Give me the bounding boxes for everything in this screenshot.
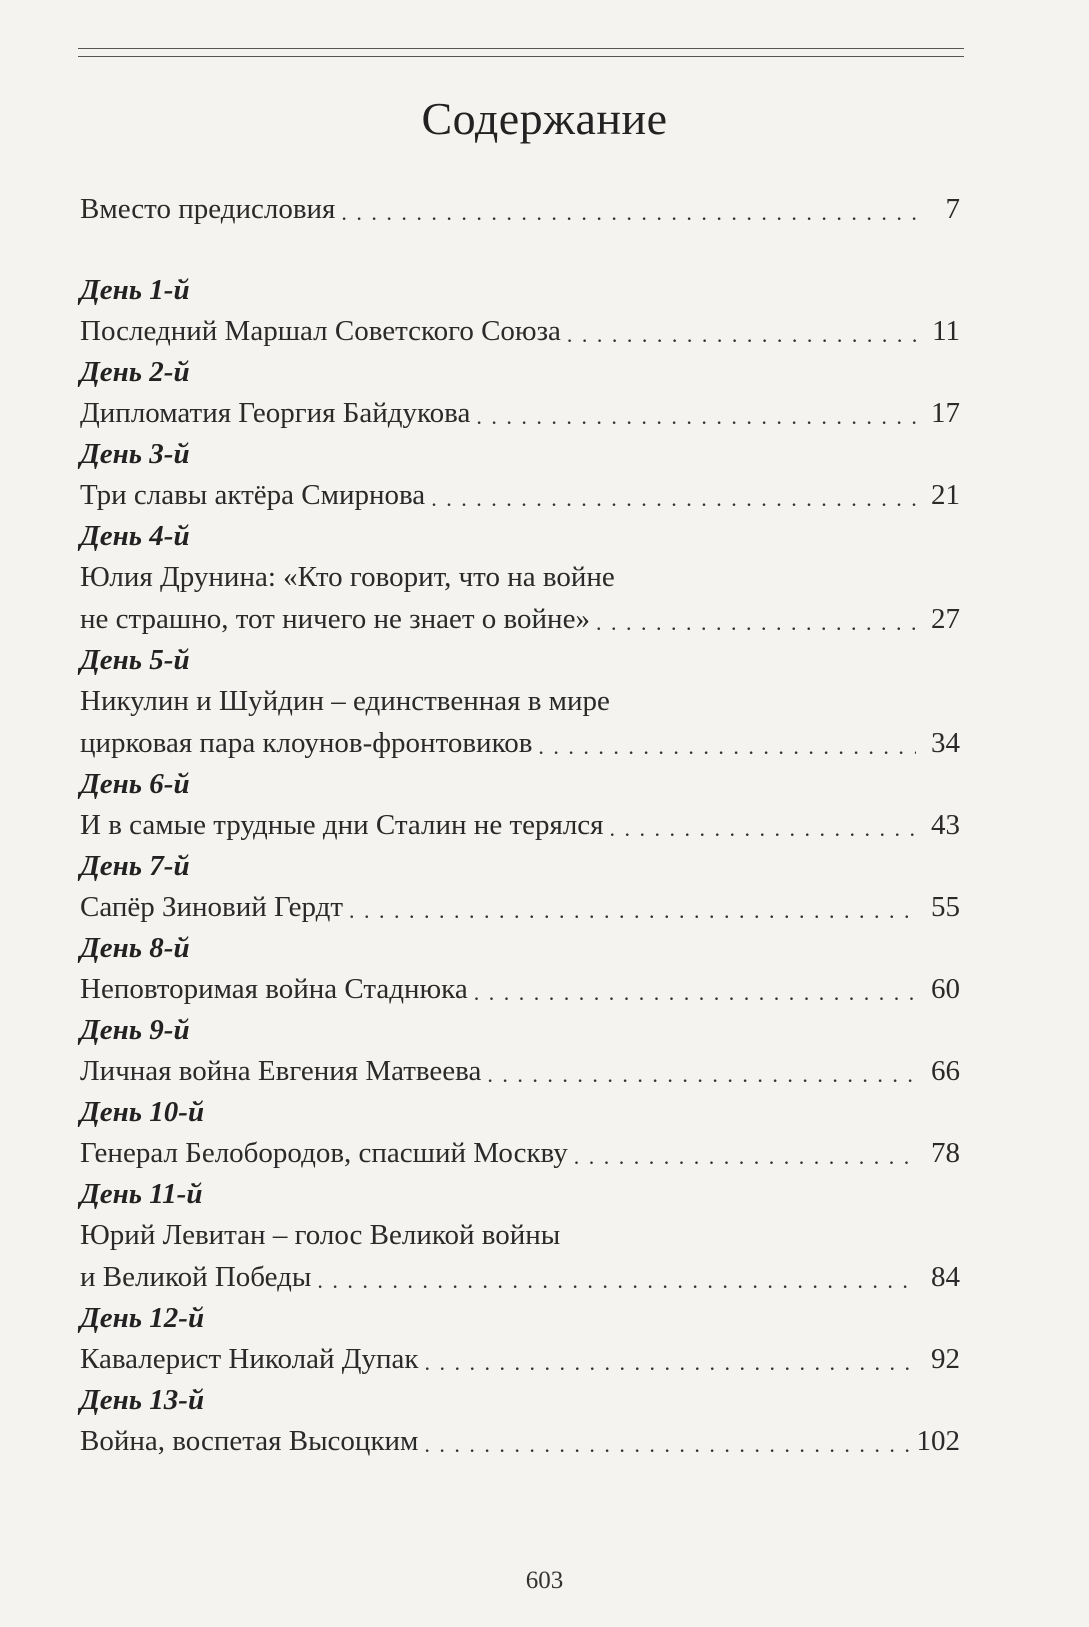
toc-entry-title: Сапёр Зиновий Гердт (80, 891, 343, 923)
toc-entry (80, 1256, 960, 1298)
toc-day-heading: День 5-й (80, 644, 190, 676)
dot-leader (317, 1264, 916, 1298)
toc-entry (80, 1338, 960, 1380)
toc-day-heading: День 4-й (80, 520, 190, 552)
toc-entry-preface (80, 188, 960, 230)
toc-page-number: 27 (931, 603, 960, 635)
toc-page-number: 21 (931, 479, 960, 511)
toc-page-number: 34 (931, 727, 960, 759)
toc-page-number: 66 (931, 1055, 960, 1087)
toc-entry-title: Неповторимая война Стаднюка (80, 973, 468, 1005)
toc-day-heading: День 10-й (80, 1096, 205, 1128)
toc-entry-title: Генерал Белобородов, спасший Москву (80, 1137, 568, 1169)
toc-day-heading: День 2-й (80, 356, 190, 388)
toc-page-number: 102 (916, 1425, 960, 1457)
toc-entry-title: Три славы актёра Смирнова (80, 479, 426, 511)
toc-page-number: 11 (932, 315, 960, 347)
dot-leader (425, 1346, 917, 1380)
toc-day-heading: День 9-й (80, 1014, 190, 1046)
toc-day-heading: День 12-й (80, 1302, 205, 1334)
toc-entry-title: Дипломатия Георгия Байдукова (80, 397, 471, 429)
spacer (80, 230, 960, 270)
page-number-footer: 603 (525, 1567, 564, 1594)
toc-entry-title-line: Юлия Друнина: «Кто говорит, что на войне (80, 561, 615, 593)
toc-entry-title: И в самые трудные дни Сталин не терялся (80, 809, 604, 841)
toc-entry-title-line: Никулин и Шуйдин – единственная в мире (80, 685, 610, 717)
toc-day-heading: День 8-й (80, 932, 190, 964)
toc-day-heading: День 3-й (80, 438, 190, 470)
toc-day-heading: День 11-й (80, 1178, 203, 1210)
toc-entry-title: Последний Маршал Советского Союза (80, 315, 561, 347)
toc-day-heading: День 7-й (80, 850, 190, 882)
toc-entry (80, 474, 960, 516)
toc-entry-title: Кавалерист Николай Дупак (80, 1343, 419, 1375)
toc-day-heading: День 1-й (80, 274, 190, 306)
toc-entry (80, 722, 960, 764)
dot-leader (567, 318, 916, 352)
dot-leader (487, 1058, 916, 1092)
dot-leader (538, 730, 916, 764)
dot-leader (596, 606, 916, 640)
toc-entry (80, 968, 960, 1010)
table-of-contents (80, 188, 960, 1462)
header-rule-bottom (78, 56, 964, 57)
toc-entry-title: цирковая пара клоунов-фронтовиков (80, 727, 533, 759)
toc-page-number: 92 (931, 1343, 960, 1375)
dot-leader (431, 482, 916, 516)
page-title: Содержание (421, 93, 668, 144)
toc-entry (80, 310, 960, 352)
toc-entry-title: Вместо предисловия (80, 193, 336, 225)
toc-day-heading: День 13-й (80, 1384, 205, 1416)
toc-page-number: 60 (931, 973, 960, 1005)
toc-entry (80, 1420, 960, 1462)
toc-entry (80, 804, 960, 846)
dot-leader (474, 976, 916, 1010)
dot-leader (574, 1140, 916, 1174)
header-rule-top (78, 48, 964, 49)
toc-page-number: 55 (931, 891, 960, 923)
toc-entry (80, 1132, 960, 1174)
toc-entry (80, 1050, 960, 1092)
toc-day-list (80, 270, 960, 1462)
dot-leader (610, 812, 916, 846)
dot-leader (476, 400, 916, 434)
dot-leader (349, 894, 916, 928)
toc-page-number: 78 (931, 1137, 960, 1169)
toc-entry-title: не страшно, тот ничего не знает о войне» (80, 603, 590, 635)
toc-entry-title: Война, воспетая Высоцким (80, 1425, 419, 1457)
toc-entry (80, 598, 960, 640)
toc-page-number: 43 (931, 809, 960, 841)
toc-day-heading: День 6-й (80, 768, 190, 800)
toc-page-number: 17 (931, 397, 960, 429)
toc-entry (80, 886, 960, 928)
toc-page-number: 7 (945, 193, 960, 225)
dot-leader (341, 196, 916, 230)
toc-entry-title-line: Юрий Левитан – голос Великой войны (80, 1219, 561, 1251)
dot-leader (424, 1428, 912, 1462)
toc-page-number: 84 (931, 1261, 960, 1293)
toc-entry-title: и Великой Победы (80, 1261, 312, 1293)
toc-entry-title: Личная война Евгения Матвеева (80, 1055, 482, 1087)
toc-entry (80, 392, 960, 434)
